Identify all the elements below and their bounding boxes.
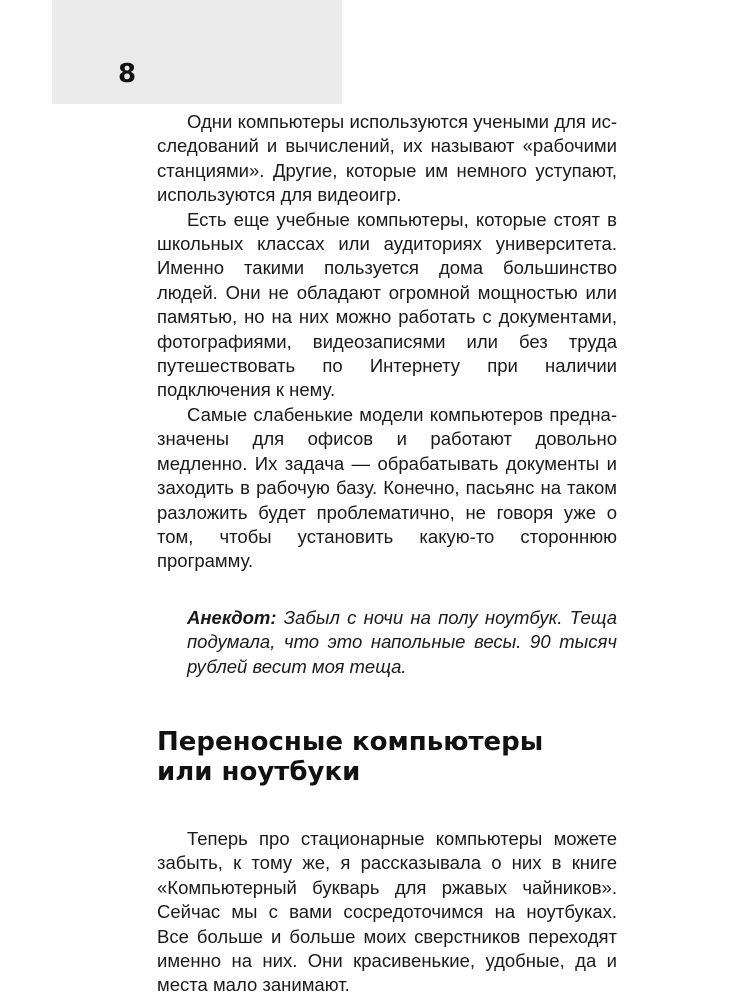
joke-block bbox=[187, 606, 617, 679]
page-number-tab bbox=[52, 0, 342, 104]
section-heading-line-2: или ноутбуки bbox=[157, 756, 361, 787]
page-body bbox=[157, 110, 617, 998]
joke-text: Забыл с ночи на полу ноутбук. Теща подумала, что это напольные весы. 90 тысяч рублей весит моя теща. bbox=[187, 606, 617, 677]
body-paragraph: Есть еще учебные компьютеры, которые стоят в школьных классах или аудиториях университета. Именно такими пользуется дома большинство людей. Они не обладают огромной мощностью или памятью, но на них можно работать с документами, фотографиями, видеозаписями или без труда путешествовать по Интернету при наличии подключения к нему. bbox=[157, 208, 617, 401]
section-heading-line-1: Переносные компьютеры bbox=[157, 726, 544, 757]
body-paragraph: Самые слабенькие модели компьютеров предназначены для офисов и работают довольно медленно. Их задача — обрабатывать документы и заходить в рабочую базу. Конечно, пасьянс на таком разложить будет проблематично, не говоря уже о том, чтобы установить какую-то стороннюю программу. bbox=[157, 403, 617, 572]
section-paragraph: Теперь про стационарные компьютеры можете забыть, к тому же, я рассказывала о них в книге «Компьютерный букварь для ржавых чайников». Сейчас мы с вами сосредоточимся на ноутбуках. Все больше и больше моих сверстников переходят именно на них. Они красивенькие, удобные, да и места мало занимают. bbox=[157, 827, 617, 996]
section-heading bbox=[157, 727, 617, 787]
body-paragraph: Одни компьютеры используются учеными для исследований и вычислений, их называют «рабочими станциями». Другие, которые им немного уступают, используются для видеоигр. bbox=[157, 111, 617, 206]
joke-label: Анекдот: bbox=[187, 606, 277, 628]
page-number: 8 bbox=[118, 59, 137, 89]
